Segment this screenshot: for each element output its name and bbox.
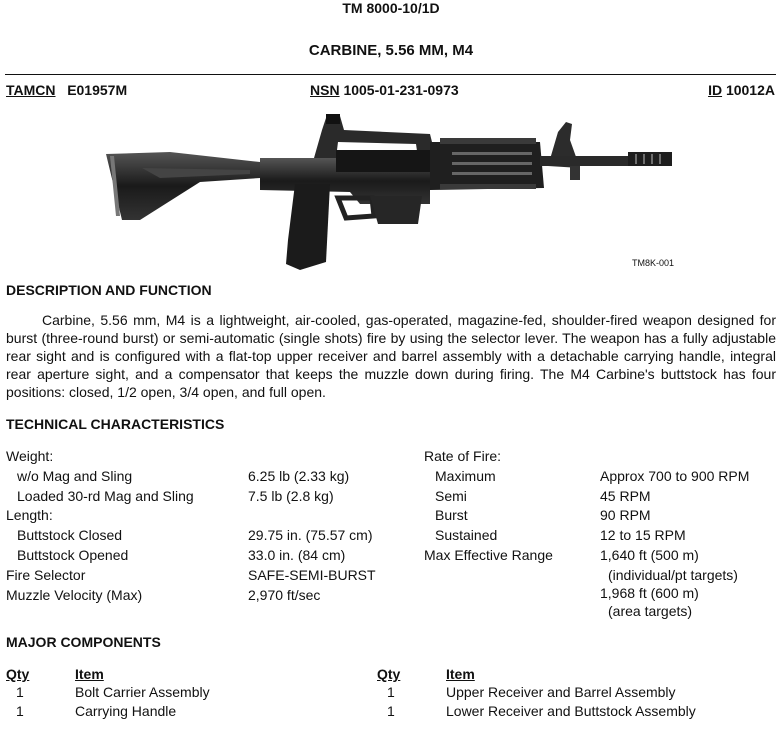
component-qty: 1 xyxy=(16,703,24,719)
tech-left-label: Length: xyxy=(6,507,53,523)
nsn-field xyxy=(310,82,459,98)
components-qty-header: Qty xyxy=(377,666,401,682)
tech-right-value: 90 RPM xyxy=(600,507,651,523)
id-value: 10012A xyxy=(725,82,775,98)
tech-left-label: Buttstock Closed xyxy=(17,527,123,543)
tech-left-label: Fire Selector xyxy=(6,567,86,583)
tech-right-label: Sustained xyxy=(435,527,498,543)
tech-left-value: 6.25 lb (2.33 kg) xyxy=(248,468,350,484)
components-heading: MAJOR COMPONENTS xyxy=(6,634,161,650)
m4-carbine-illustration xyxy=(100,112,690,272)
tech-right-value: 45 RPM xyxy=(600,488,651,504)
id-field xyxy=(708,82,775,98)
components-item-header: Item xyxy=(75,666,104,682)
component-item: Bolt Carrier Assembly xyxy=(75,684,210,700)
id-label: ID xyxy=(708,82,723,98)
header-divider xyxy=(5,74,776,75)
component-item: Upper Receiver and Barrel Assembly xyxy=(446,684,676,700)
tamcn-field xyxy=(6,82,127,98)
component-qty: 1 xyxy=(387,703,395,719)
tamcn-label: TAMCN xyxy=(6,82,56,98)
tech-right-label: Max Effective Range xyxy=(424,547,553,563)
tech-right-label: Maximum xyxy=(435,468,496,484)
tech-left-label: w/o Mag and Sling xyxy=(17,468,133,484)
component-qty: 1 xyxy=(16,684,24,700)
tm-number: TM 8000-10/1D xyxy=(342,0,440,16)
tech-left-value: SAFE-SEMI-BURST xyxy=(248,567,376,583)
tech-right-value: Approx 700 to 900 RPM xyxy=(600,468,750,484)
tech-right-label: Semi xyxy=(435,488,467,504)
nsn-label: NSN xyxy=(310,82,340,98)
tech-left-label: Weight: xyxy=(6,448,54,464)
components-qty-header: Qty xyxy=(6,666,30,682)
figure-caption: TM8K-001 xyxy=(632,258,675,268)
description-heading: DESCRIPTION AND FUNCTION xyxy=(6,282,212,298)
description-paragraph: Carbine, 5.56 mm, M4 is a lightweight, air-cooled, gas-operated, magazine-fed, shoulder-fired weapon designed for burst (three-round burst) or semi-automatic (single shots) fire by using the selector lever. The weapon has a fully adjustable rear sight and is configured with a flat-top upper receiver and barrel assembly with a detachable carrying handle, integral rear aperture sight, and a compensator that keeps the muzzle down during firing. The M4 Carbine's buttstock has four positions: closed, 1/2 open, 3/4 open, and full open. xyxy=(6,312,776,400)
component-item: Lower Receiver and Buttstock Assembly xyxy=(446,703,696,719)
tech-left-value: 2,970 ft/sec xyxy=(248,587,321,603)
tech-left-value: 29.75 in. (75.57 cm) xyxy=(248,527,373,543)
component-qty: 1 xyxy=(387,684,395,700)
nsn-value: 1005-01-231-0973 xyxy=(343,82,459,98)
tech-heading: TECHNICAL CHARACTERISTICS xyxy=(6,416,225,432)
page-title: CARBINE, 5.56 MM, M4 xyxy=(308,42,474,59)
tech-left-label: Buttstock Opened xyxy=(17,547,129,563)
tamcn-value: E01957M xyxy=(67,82,128,98)
tech-left-label: Loaded 30-rd Mag and Sling xyxy=(17,488,194,504)
tech-right-value: 12 to 15 RPM xyxy=(600,527,686,543)
tech-right-value: 1,968 ft (600 m) xyxy=(600,585,699,601)
tech-left-value: 7.5 lb (2.8 kg) xyxy=(248,488,334,504)
component-item: Carrying Handle xyxy=(75,703,177,719)
tech-left-value: 33.0 in. (84 cm) xyxy=(248,547,346,563)
tech-right-label: Rate of Fire: xyxy=(424,448,502,464)
tech-left-label: Muzzle Velocity (Max) xyxy=(6,587,143,603)
description-text xyxy=(6,311,776,401)
tech-right-label: Burst xyxy=(435,507,468,523)
tech-right-value: (individual/pt targets) xyxy=(608,567,738,583)
tech-right-value: (area targets) xyxy=(608,603,693,619)
components-item-header: Item xyxy=(446,666,475,682)
tech-right-value: 1,640 ft (500 m) xyxy=(600,547,699,563)
